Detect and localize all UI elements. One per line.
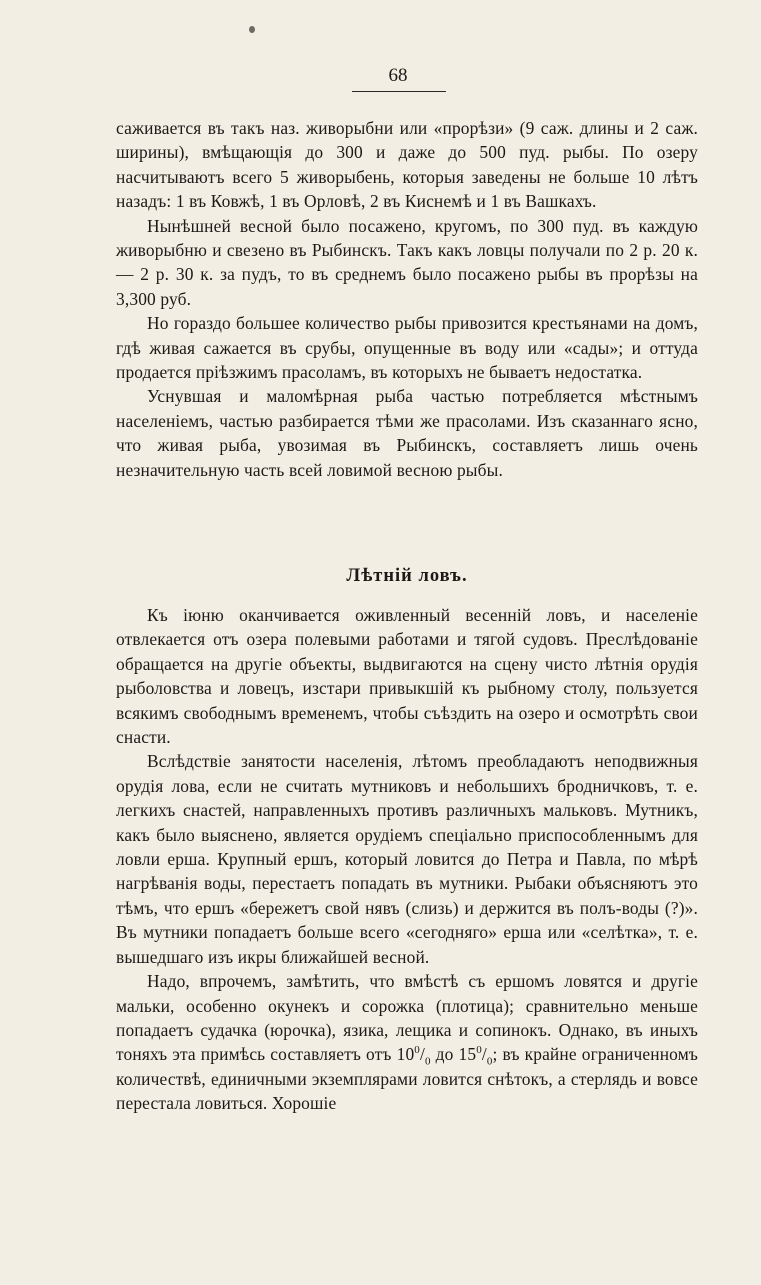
paragraph-text: Надо, впрочемъ, замѣтить, что вмѣстѣ съ ершомъ ловятся и другіе мальки, особенно окунекъ и сорожка (плотица); сравнительно меньше попадаетъ судачка (юрочка), язика, лещика и сопинокъ. Однако, въ иныхъ тоняхъ эта примѣсь составляетъ отъ 10: [116, 971, 698, 1065]
paragraph: Вслѣдствіе занятости населенія, лѣтомъ преобладаютъ неподвижныя орудія лова, если не считать мутниковъ и небольшихъ бродничковъ, т. е. легкихъ снастей, направленныхъ противъ различныхъ мальковъ. Мутникъ, какъ было выяснено, является орудіемъ спеціально приспособленнымъ для ловли ерша. Крупный ершъ, который ловится до Петра и Павла, по мѣрѣ нагрѣванія воды, перестаетъ попадать въ мутники. Рыбаки объясняютъ это тѣмъ, что ершъ «бережетъ свой нявъ (слизь) и держится въ полъ-воды (?)». Въ мутники попадаетъ больше всего «сегодняго» ерша или «селѣтка», т. е. вышедшаго изъ икры ближайшей весной.: [116, 751, 698, 967]
ink-speck: [249, 26, 255, 33]
percent-subscript: 0: [424, 1055, 431, 1068]
page-number: 68: [388, 65, 408, 86]
page-number-underline: [352, 91, 446, 92]
paragraph: Къ іюню оканчивается оживленный весенній ловъ, и населеніе отвлекается отъ озера полевыми работами и тягой судовъ. Преслѣдованіе обращается на другіе объекты, выдвигаются на сцену чисто лѣтнія орудія рыболовства и ловецъ, изстари привыкшій къ рыбному столу, пользуется всякимъ свободнымъ временемъ, чтобы съѣздить на озеро и осмотрѣть свои снасти.: [116, 605, 698, 748]
paragraph: [116, 969, 698, 1115]
body-text-section-1: [116, 116, 698, 482]
paragraph: саживается въ такъ наз. живорыбни или «прорѣзи» (9 саж. длины и 2 саж. ширины), вмѣщающія до 300 и даже до 500 пуд. рыбы. По озеру насчитываютъ всего 5 живорыбень, которыя заведены не больше 10 лѣтъ назадъ: 1 въ Ковжѣ, 1 въ Орловѣ, 2 въ Киснемѣ и 1 въ Вашкахъ.: [116, 118, 698, 212]
percent-slash: /: [481, 1044, 487, 1065]
percent-slash: /: [419, 1044, 425, 1065]
percent-subscript: 0: [486, 1055, 493, 1068]
percent-superscript: 0: [414, 1044, 420, 1057]
body-text-section-2: [116, 603, 698, 1116]
percent-superscript: 0: [476, 1044, 482, 1057]
paragraph: Но гораздо большее количество рыбы привозится крестьянами на домъ, гдѣ живая сажается въ срубы, опущенные въ воду или «сады»; и оттуда продается пріѣзжимъ прасоламъ, въ которыхъ не бываетъ недостатка.: [116, 313, 698, 383]
paragraph: Нынѣшней весной было посажено, кругомъ, по 300 пуд. въ каждую живорыбню и свезено въ Рыбинскъ. Такъ какъ ловцы получали по 2 р. 20 к. — 2 р. 30 к. за пудъ, то въ среднемъ было посажено рыбы въ прорѣзы на 3,300 руб.: [116, 215, 698, 309]
paragraph-text: ; въ крайне ограниченномъ количествѣ, единичными экземплярами ловится снѣтокъ, а стерлядь и вовсе перестала ловиться. Хорошіе: [116, 1044, 698, 1114]
section-heading: Лѣтній ловъ.: [346, 566, 468, 586]
paragraph: Уснувшая и маломѣрная рыба частью потребляется мѣстнымъ населеніемъ, частью разбирается тѣми же прасолами. Изъ сказаннаго ясно, что живая рыба, увозимая въ Рыбинскъ, составляетъ лишь очень незначительную часть всей ловимой весною рыбы.: [116, 386, 698, 480]
paragraph-text: до 15: [430, 1044, 477, 1065]
